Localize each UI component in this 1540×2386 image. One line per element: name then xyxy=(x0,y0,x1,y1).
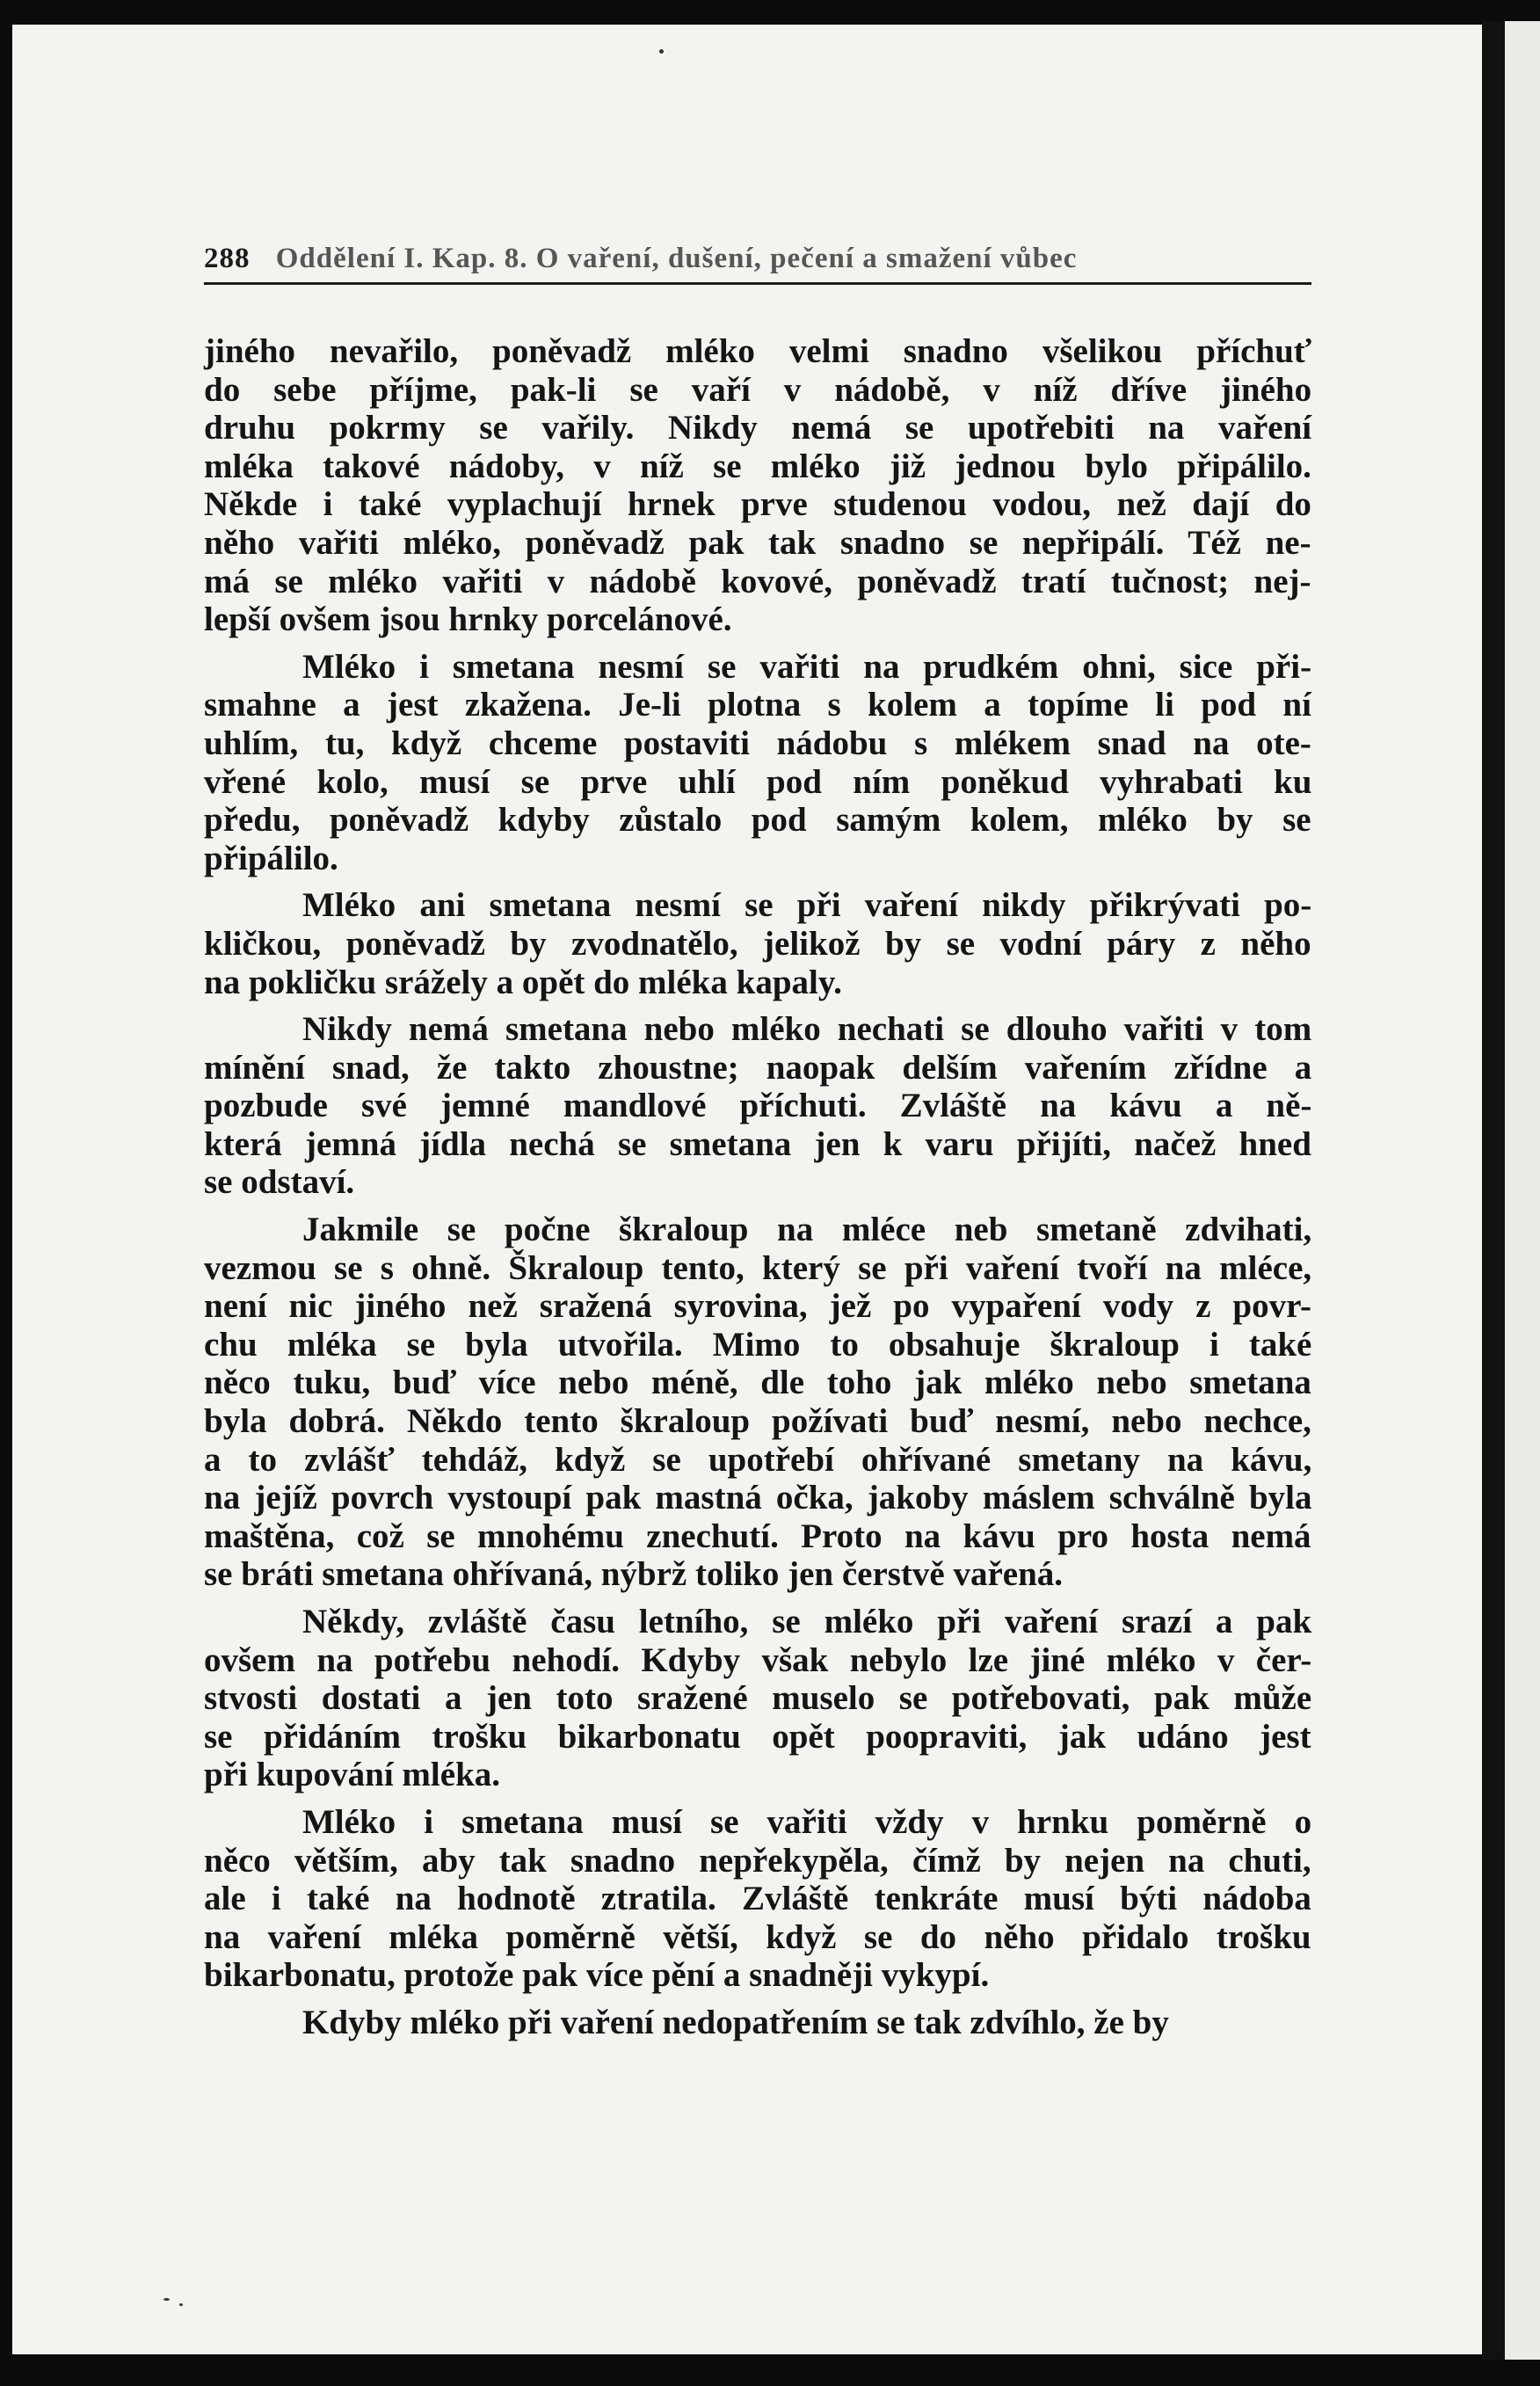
paragraph xyxy=(204,886,1338,1001)
text-line: do sebe příjme, pak-li se vaří v nádobě, v níž dříve jiného xyxy=(204,370,1312,409)
text-line: Kdyby mléko při vaření nedopatřením se tak zdvíhlo, že by xyxy=(302,2003,1169,2041)
text-line: není nic jiného než sražená syrovina, jež po vypaření vody z povr- xyxy=(204,1287,1311,1326)
text-line: vřené kolo, musí se prve uhlí pod ním poněkud vyhrabati ku xyxy=(204,762,1312,801)
scan-speck xyxy=(179,2303,183,2306)
text-line: se bráti smetana ohřívaná, nýbrž toliko jen čerstvě vařená. xyxy=(204,1555,1064,1594)
gutter-shadow xyxy=(1482,21,1505,2360)
text-line: kličkou, poněvadž by zvodnatělo, jelikož by se vodní páry z něho xyxy=(204,924,1311,963)
text-line: mléka takové nádoby, v níž se mléko již jednou bylo připálilo. xyxy=(204,447,1311,485)
paragraph xyxy=(204,2004,1338,2042)
paragraph xyxy=(204,1211,1338,1594)
scan-speck xyxy=(659,49,664,54)
text-line: se přidáním trošku bikarbonatu opět poopraviti, jak udáno jest xyxy=(204,1717,1311,1756)
text-line: má se mléko vařiti v nádobě kovové, poněvadž tratí tučnost; nej- xyxy=(204,562,1311,600)
body-text xyxy=(204,332,1338,2042)
text-line: a to zvlášť tehdáž, když se upotřebí ohřívané smetany na kávu, xyxy=(204,1440,1312,1479)
page-number: 288 xyxy=(204,243,251,274)
text-line: bikarbonatu, protože pak více pění a snadněji vykypí. xyxy=(204,1956,990,1995)
text-line: Někde i také vyplachují hrnek prve studenou vodou, než dají do xyxy=(204,485,1311,524)
text-line: mínění snad, že takto zhoustne; naopak delším vařením zřídne a xyxy=(204,1048,1312,1087)
text-line: uhlím, tu, když chceme postaviti nádobu s mlékem snad na ote- xyxy=(204,724,1311,762)
next-page-edge xyxy=(1505,21,1540,2360)
text-line: předu, poněvadž kdyby zůstalo pod samým kolem, mléko by se xyxy=(204,801,1311,840)
text-line: ale i také na hodnotě ztratila. Zvláště tenkráte musí býti nádoba xyxy=(204,1880,1311,1918)
running-title: Oddělení I. Kap. 8. O vaření, dušení, pečení a smažení vůbec xyxy=(275,243,1078,274)
text-line: byla dobrá. Někdo tento škraloup požívati buď nesmí, nebo nechce, xyxy=(204,1402,1311,1441)
paragraph xyxy=(204,1803,1338,1995)
text-line: Mléko i smetana nesmí se vařiti na prudkém ohni, sice při- xyxy=(302,647,1312,686)
text-line: druhu pokrmy se vařily. Nikdy nemá se upotřebiti na vaření xyxy=(204,409,1312,447)
text-line: se odstaví. xyxy=(204,1163,355,1202)
text-line: pozbude své jemné mandlové příchuti. Zvláště na kávu a ně- xyxy=(204,1087,1312,1125)
text-line: lepší ovšem jsou hrnky porcelánové. xyxy=(204,600,732,639)
text-line: na jejíž povrch vystoupí pak mastná očka, jakoby máslem schválně byla xyxy=(204,1479,1312,1517)
text-line: jiného nevařilo, poněvadž mléko velmi snadno všelikou příchuť xyxy=(204,332,1312,370)
text-line: něho vařiti mléko, poněvadž pak tak snadno se nepřipálí. Též ne- xyxy=(204,523,1311,562)
header-rule xyxy=(204,282,1311,285)
text-line: připálilo. xyxy=(204,839,338,877)
text-line: na vaření mléka poměrně větší, když se do něho přidalo trošku xyxy=(204,1917,1311,1956)
text-line: ovšem na potřebu nehodí. Kdyby však nebylo lze jiné mléko v čer- xyxy=(204,1640,1312,1679)
text-line: Mléko i smetana musí se vařiti vždy v hrnku poměrně o xyxy=(302,1802,1312,1841)
text-line: Nikdy nemá smetana nebo mléko nechati se dlouho vařiti v tom xyxy=(302,1010,1312,1049)
paragraph xyxy=(204,1010,1338,1202)
text-line: která jemná jídla nechá se smetana jen k varu přijíti, načež hned xyxy=(204,1124,1311,1163)
text-line: vezmou se s ohně. Škraloup tento, který se při vaření tvoří na mléce, xyxy=(204,1248,1312,1287)
paragraph xyxy=(204,1603,1338,1794)
paragraph xyxy=(204,332,1338,639)
text-line: na pokličku srážely a opět do mléka kapaly. xyxy=(204,963,842,1001)
scan-speck xyxy=(163,2298,170,2301)
text-line: maštěna, což se mnohému znechutí. Proto na kávu pro hosta nemá xyxy=(204,1517,1311,1555)
text-line: chu mléka se byla utvořila. Mimo to obsahuje škraloup i také xyxy=(204,1325,1312,1364)
text-line: něco větším, aby tak snadno nepřekypěla, čímž by nejen na chuti, xyxy=(204,1841,1311,1880)
text-line: něco tuku, buď více nebo méně, dle toho jak mléko nebo smetana xyxy=(204,1364,1311,1402)
text-line: při kupování mléka. xyxy=(204,1756,501,1794)
text-line: Jakmile se počne škraloup na mléce neb smetaně zdvihati, xyxy=(302,1211,1312,1249)
paragraph xyxy=(204,648,1338,878)
text-line: Někdy, zvláště času letního, se mléko při vaření srazí a pak xyxy=(302,1603,1312,1640)
text-line: Mléko ani smetana nesmí se při vaření nikdy přikrývati po- xyxy=(302,886,1312,925)
text-line: smahne a jest zkažena. Je-li plotna s kolem a topíme li pod ní xyxy=(204,686,1311,724)
text-line: stvosti dostati a jen toto sražené muselo se potřebovati, pak může xyxy=(204,1679,1312,1718)
